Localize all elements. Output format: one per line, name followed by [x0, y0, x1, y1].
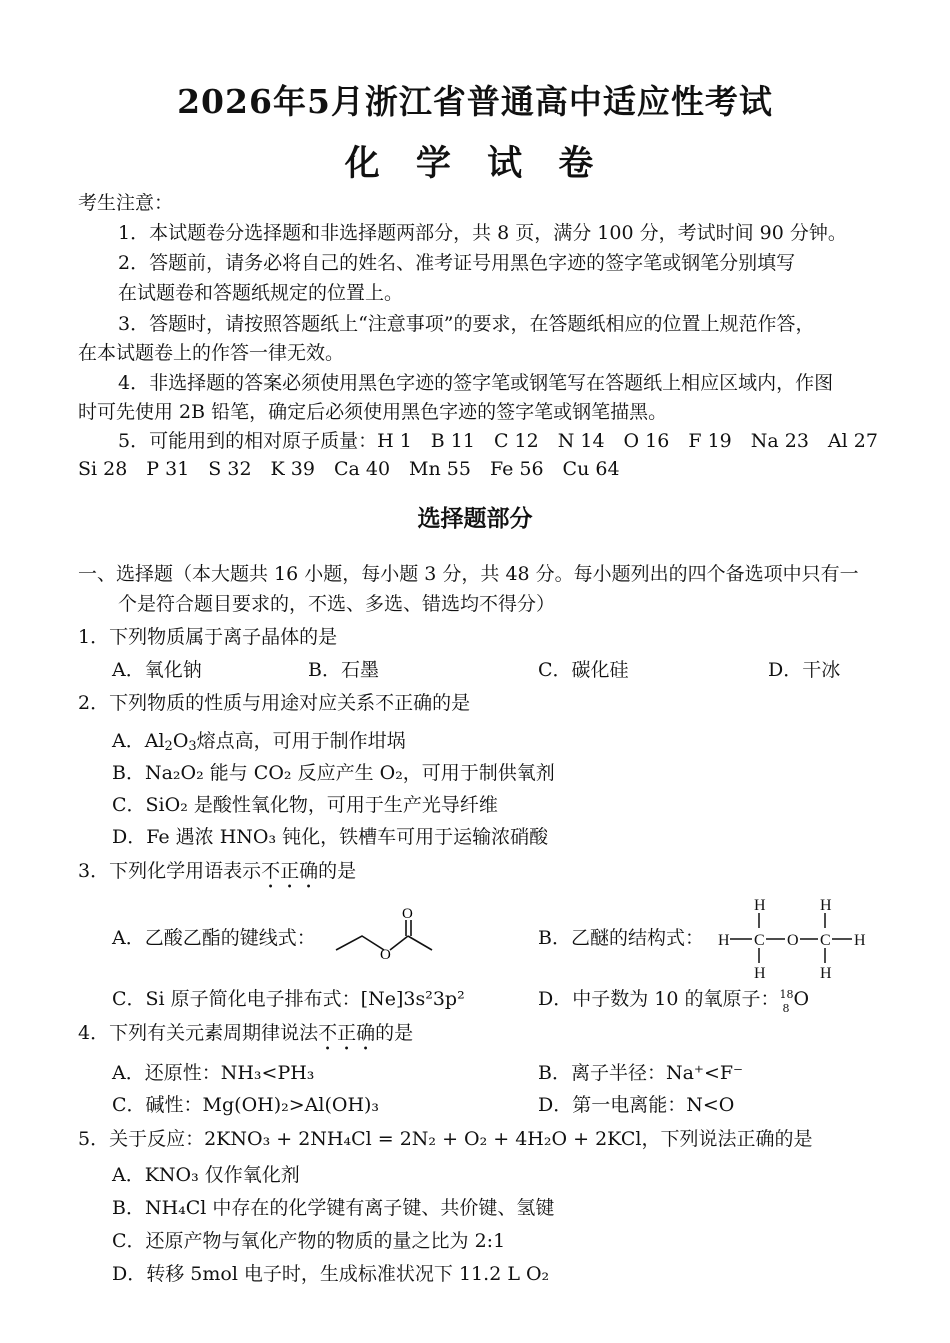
q2-option-c: C．SiO₂ 是酸性氧化物，可用于生产光导纤维 [112, 794, 498, 816]
q3-stem: 3．下列化学用语表示不正确的是 [78, 860, 357, 882]
q3-emphasis: 不正确 [261, 860, 319, 882]
svg-text:C: C [820, 932, 831, 949]
q2-stem: 2．下列物质的性质与用途对应关系不正确的是 [78, 692, 471, 714]
notice-item-5b: Si 28 P 31 S 32 K 39 Ca 40 Mn 55 Fe 56 Cu 64 [78, 458, 620, 480]
q4-emphasis: 不正确 [318, 1022, 376, 1044]
ethyl-acetate-skeletal-formula [332, 906, 442, 962]
exam-subtitle: 化 学 试 卷 [344, 143, 606, 184]
svg-text:H: H [820, 897, 832, 914]
notice-item-2a: 2．答题前，请务必将自己的姓名、准考证号用黑色字迹的签字笔或钢笔分别填写 [118, 252, 796, 274]
q1-option-c: C．碳化硅 [538, 659, 629, 681]
q5-option-c: C．还原产物与氧化产物的物质的量之比为 2:1 [112, 1230, 506, 1252]
svg-text:H: H [854, 932, 866, 949]
q1-stem: 1．下列物质属于离子晶体的是 [78, 626, 338, 648]
notice-item-3b: 在本试题卷上的作答一律无效。 [78, 342, 345, 364]
diethyl-ether-structural-formula [716, 894, 876, 980]
notice-item-4b: 时可先使用 2B 铅笔，确定后必须使用黑色字迹的签字笔或钢笔描黑。 [78, 401, 668, 423]
svg-text:H: H [718, 932, 730, 949]
exam-title: 2026年5月浙江省普通高中适应性考试 [177, 82, 773, 121]
svg-text:O: O [787, 932, 799, 949]
svg-text:H: H [820, 965, 832, 980]
q5-option-b: B．NH₄Cl 中存在的化学键有离子键、共价键、氢键 [112, 1197, 555, 1219]
svg-text:H: H [754, 965, 766, 980]
q2-option-a: A．$Al_2O_3$熔点高，可用于制作坩埚 [112, 730, 406, 754]
notice-item-1: 1．本试题卷分选择题和非选择题两部分，共 8 页，满分 100 分，考试时间 90 分钟。 [118, 222, 847, 244]
q1-option-b: B．石墨 [308, 659, 379, 681]
q1-option-d: D．干冰 [768, 659, 841, 681]
q4-option-d: D．第一电离能：N<O [538, 1094, 735, 1116]
q4-stem: 4．下列有关元素周期律说法不正确的是 [78, 1022, 414, 1044]
q4-option-c: C．碱性：Mg(OH)₂>Al(OH)₃ [112, 1094, 380, 1116]
q4-option-a: A．还原性：NH₃<PH₃ [112, 1062, 315, 1084]
part1-heading-a: 一、选择题（本大题共 16 小题，每小题 3 分，共 48 分。每小题列出的四个备选项中只有一 [78, 563, 859, 585]
svg-text:H: H [754, 897, 766, 914]
svg-text:C: C [754, 932, 765, 949]
notice-item-4a: 4．非选择题的答案必须使用黑色字迹的签字笔或钢笔写在答题纸上相应区域内，作图 [118, 372, 834, 394]
q2-option-d: D．Fe 遇浓 HNO₃ 钝化，铁槽车可用于运输浓硝酸 [112, 826, 549, 848]
q3-option-d: D．中子数为 10 的氧原子： 18 8 O [538, 986, 809, 1012]
q1-option-a: A．氧化钠 [112, 659, 202, 681]
q5-stem: 5．关于反应：2KNO₃ + 2NH₄Cl = 2N₂ + O₂ + 4H₂O + 2KCl，下列说法正确的是 [78, 1128, 813, 1150]
notice-item-3a: 3．答题时，请按照答题纸上“注意事项”的要求，在答题纸相应的位置上规范作答， [118, 313, 815, 335]
part1-heading-b: 个是符合题目要求的，不选、多选、错选均不得分） [118, 593, 556, 615]
oxygen-mass-number: 18 [779, 988, 794, 1001]
q5-option-d: D．转移 5mol 电子时，生成标准状况下 11.2 L O₂ [112, 1263, 550, 1285]
notice-item-2b: 在试题卷和答题纸规定的位置上。 [118, 282, 404, 304]
q5-option-a: A．KNO₃ 仅作氧化剂 [112, 1164, 300, 1186]
q4-option-b: B．离子半径：Na⁺<F⁻ [538, 1062, 744, 1084]
ester-oxygen-label: O [380, 947, 391, 962]
q3-option-a: A．乙酸乙酯的键线式： [112, 927, 316, 949]
oxygen-atomic-number: 8 [782, 1002, 790, 1015]
notice-heading: 考生注意： [78, 192, 174, 214]
q2-option-b: B．Na₂O₂ 能与 CO₂ 反应产生 O₂，可用于制供氧剂 [112, 762, 555, 784]
section-title: 选择题部分 [417, 505, 533, 532]
notice-item-5a: 5．可能用到的相对原子质量：H 1 B 11 C 12 N 14 O 16 F 19 Na 23 Al 27 [118, 430, 878, 452]
q3-option-b: B．乙醚的结构式： [538, 927, 704, 949]
carbonyl-oxygen-label: O [402, 906, 413, 922]
q3-option-c: C．Si 原子简化电子排布式：[Ne]3s²3p² [112, 988, 465, 1010]
